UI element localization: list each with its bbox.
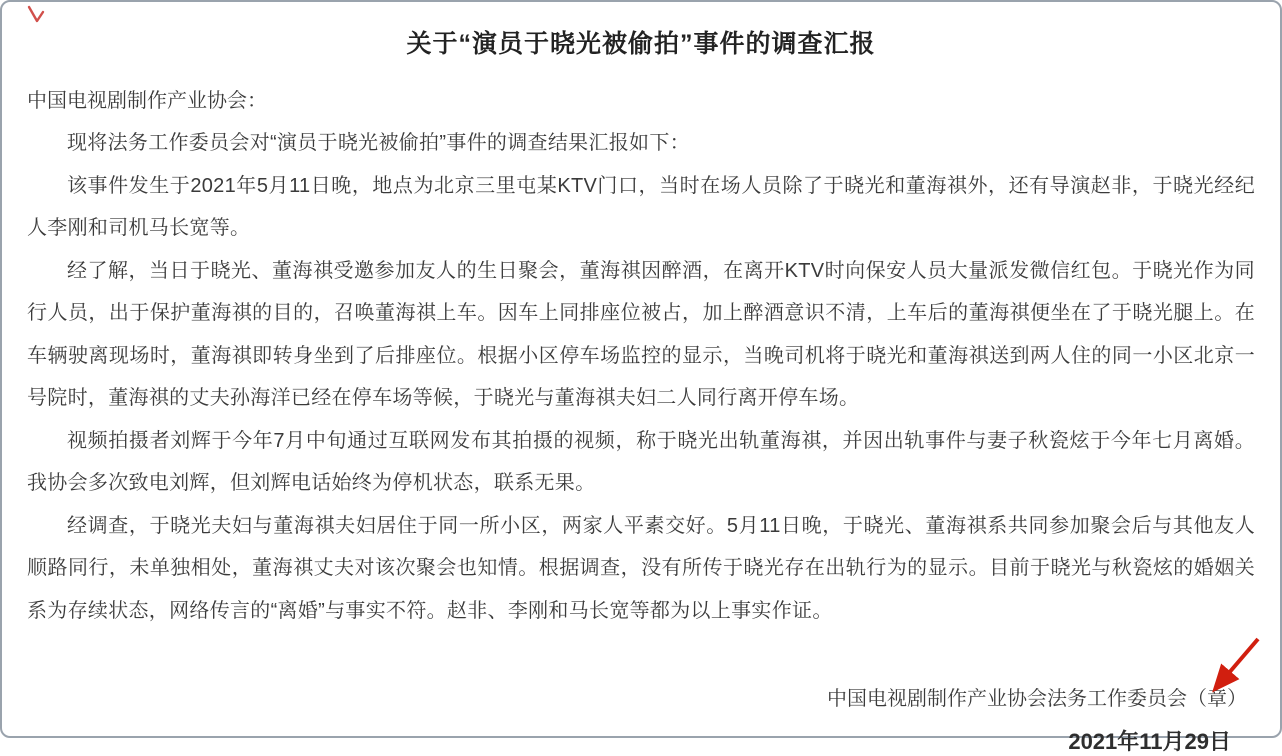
red-arrow-icon — [1188, 636, 1264, 710]
paragraph-intro: 现将法务工作委员会对“演员于晓光被偷拍”事件的调查结果汇报如下： — [67, 132, 690, 154]
paragraph-conclusion: 经调查，于晓光夫妇与董海祺夫妇居住于同一所小区，两家人平素交好。5月11日晚，于晓光、董海祺系共同参加聚会后与其他友人顺路同行，未单独相处，董海祺丈夫对该次聚会也知情。根据调查，没有所传于晓光存在出轨行为的显示。目前于晓光与秋瓷炫的婚姻关系为存续状态，网络传言的“离婚”与事实不符。赵非、李刚和马长宽等都为以上事实作证。 — [27, 514, 1255, 622]
document-title: 关于“演员于晓光被偷拍”事件的调查汇报 — [406, 30, 876, 58]
paragraph-incident: 该事件发生于2021年5月11日晚，地点为北京三里屯某KTV门口，当时在场人员除了于晓光和董海祺外，还有导演赵非，于晓光经纪人李刚和司机马长宽等。 — [27, 174, 1255, 239]
paragraph-video-poster: 视频拍摄者刘辉于今年7月中旬通过互联网发布其拍摄的视频，称于晓光出轨董海祺，并因出轨事件与妻子秋瓷炫于今年七月离婚。我协会多次致电刘辉，但刘辉电话始终为停机状态，联系无果。 — [27, 429, 1255, 494]
red-pen-stroke-icon — [26, 4, 48, 26]
signature-line: 中国电视剧制作产业协会法务工作委员会（章） — [827, 688, 1247, 710]
paragraph-details: 经了解，当日于晓光、董海祺受邀参加友人的生日聚会，董海祺因醉酒，在离开KTV时向保安人员大量派发微信红包。于晓光作为同行人员，出于保护董海祺的目的，召唤董海祺上车。因车上同排座位被占，加上醉酒意识不清，上车后的董海祺便坐在了于晓光腿上。在车辆驶离现场时，董海祺即转身坐到了后排座位。根据小区停车场监控的显示，当晚司机将于晓光和董海祺送到两人住的同一小区北京一号院时，董海祺的丈夫孙海洋已经在停车场等候，于晓光与董海祺夫妇二人同行离开停车场。 — [27, 259, 1255, 409]
salutation: 中国电视剧制作产业协会： — [27, 90, 267, 112]
document-date: 2021年11月29日 — [1068, 729, 1231, 754]
